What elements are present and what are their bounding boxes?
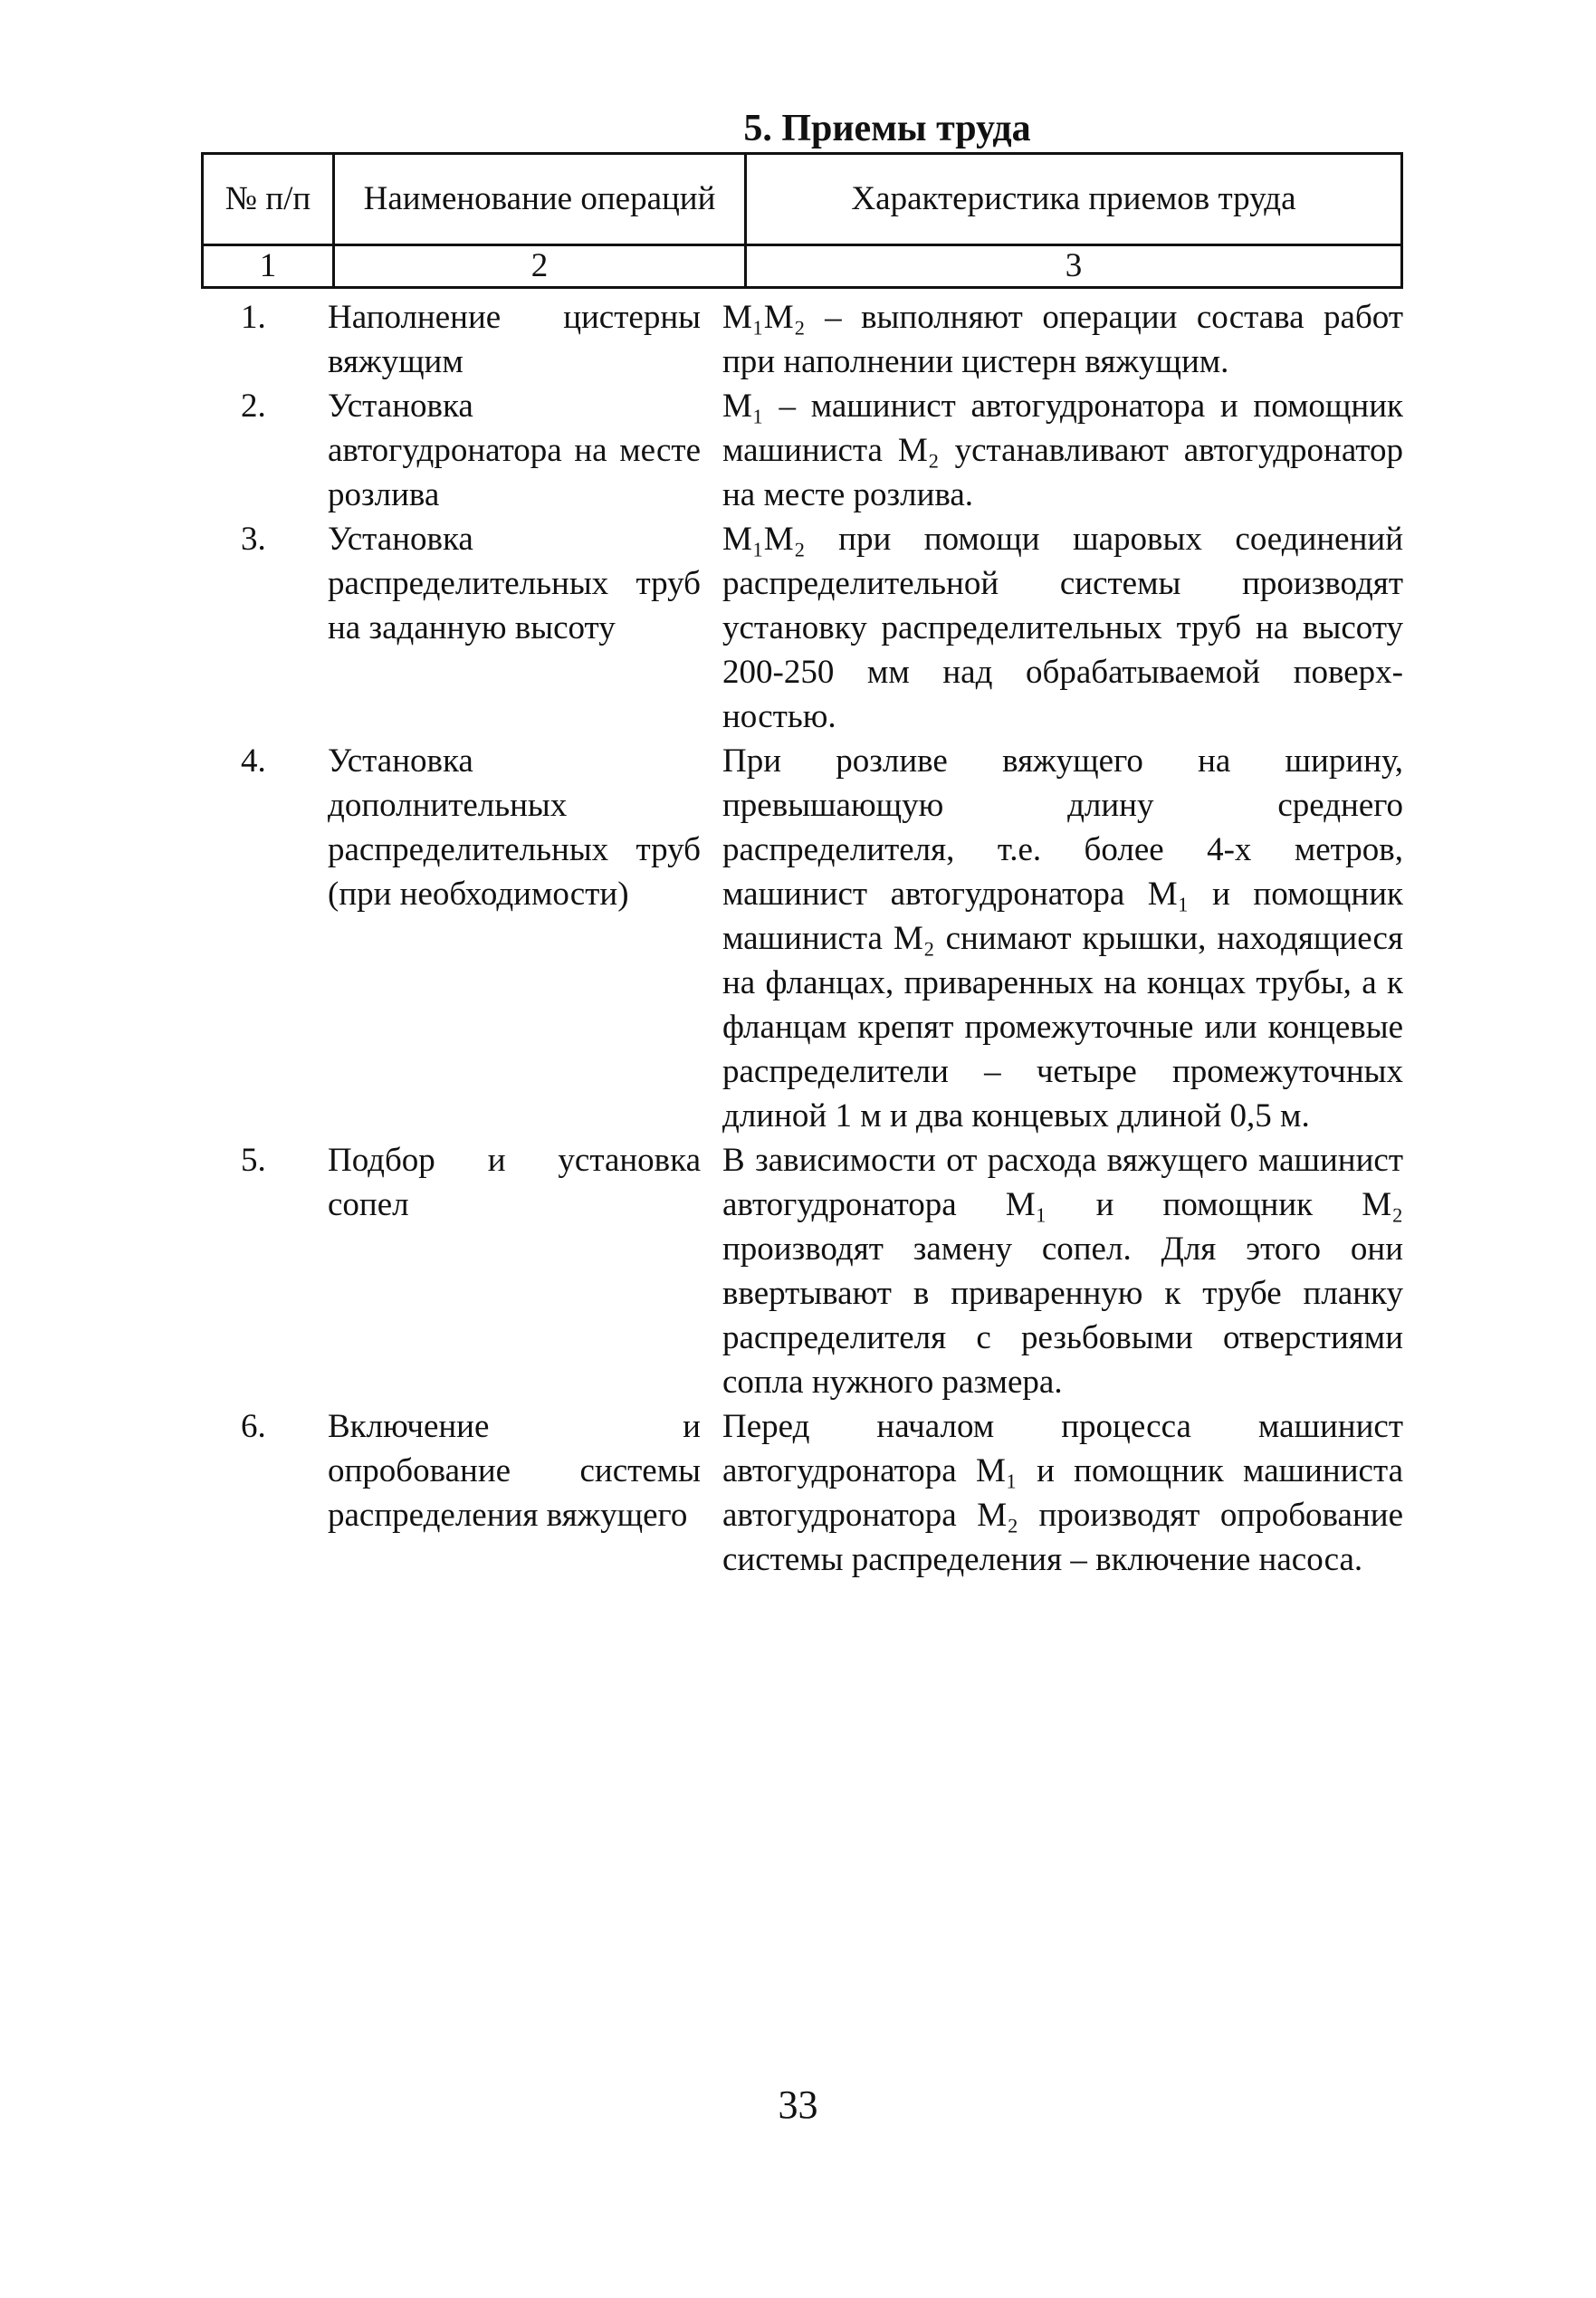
header-col-description: Характеристика приемов труда (746, 154, 1402, 245)
table-row (201, 1404, 1403, 1582)
table-row (201, 517, 1403, 739)
table-row (201, 295, 1403, 384)
table-row (201, 739, 1403, 1138)
table-header (201, 152, 1403, 289)
header-row (203, 154, 1402, 245)
header-col-number: № п/п (203, 154, 334, 245)
column-number-2: 2 (334, 245, 746, 288)
operation-name: Подбор и установка сопел (328, 1142, 701, 1223)
operation-description: В зависимости от расхода вяжущего машинист автогудронатора M₁ и помощник M₂ производят замену сопел. Для этого они ввертывают в приваренную к трубе планку распределителя с резьбовыми отверстиями сопла нужного размера. (722, 1142, 1403, 1401)
operation-description: При розливе вяжущего на ширину, превышающую длину среднего распределителя, т.е. более 4-х метров, машинист автогудронатора M₁ и помощник машиниста M₂ снимают крышки, находящиеся на фланцах, приваренных на концах трубы, а к фланцам крепят промежуточные или концевые распределители – четыре промежуточных длиной 1 м и два концевых длиной 0,5 м. (722, 742, 1403, 1135)
row-number: 3. (241, 521, 266, 558)
row-number: 2. (241, 388, 266, 425)
section-title: 5. Приемы труда (743, 108, 1031, 149)
column-number-3: 3 (746, 245, 1402, 288)
operation-description: M₁M₂ при помощи шаровых соединений распределительной системы производят установку распределительных труб на высоту 200-250 мм над обрабатываемой поверх-ностью. (722, 521, 1403, 735)
operation-description: Перед началом процесса машинист автогудронатора M₁ и помощник машиниста автогудронатора M₂ производят опробование системы распределения – включение насоса. (722, 1408, 1403, 1578)
header-col-operation: Наименование операций (334, 154, 746, 245)
column-number-row (203, 245, 1402, 288)
operation-name: Установка распределительных труб на заданную высоту (328, 521, 701, 646)
row-number: 4. (241, 742, 266, 780)
table-row (201, 384, 1403, 517)
operation-description: M₁M₂ – выполняют операции состава работ при наполнении цистерн вяжущим. (722, 299, 1403, 380)
operation-name: Наполнение цистерны вяжущим (328, 299, 701, 380)
table-row (201, 1138, 1403, 1404)
operation-name: Установка автогудронатора на месте розлива (328, 388, 701, 513)
row-number: 5. (241, 1142, 266, 1179)
row-number: 6. (241, 1408, 266, 1445)
operation-name: Установка дополнительных распределительных труб (при необходимости) (328, 742, 701, 913)
page-number: 33 (778, 2083, 818, 2127)
row-number: 1. (241, 299, 266, 336)
operation-name: Включение и опробование системы распределения вяжущего (328, 1408, 701, 1534)
table-body (201, 295, 1403, 1582)
operation-description: M₁ – машинист автогудронатора и помощник машиниста M₂ устанавливают автогудронатор на месте розлива. (722, 388, 1403, 513)
column-number-1: 1 (203, 245, 334, 288)
